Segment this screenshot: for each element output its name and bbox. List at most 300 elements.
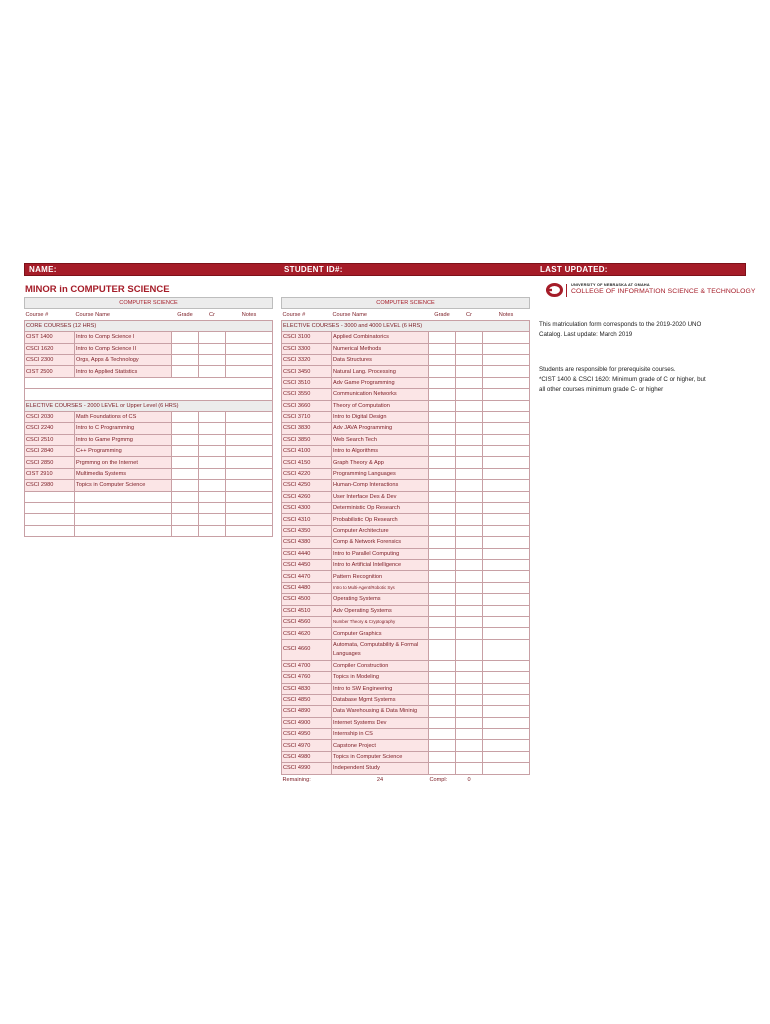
column-header-row [25, 309, 273, 320]
credit-cell[interactable] [456, 354, 483, 365]
credit-cell[interactable] [456, 343, 483, 354]
compl-label: Compl: [429, 774, 456, 785]
notes-cell[interactable] [483, 434, 530, 445]
course-name: Intro to Comp Science II [75, 343, 172, 354]
grade-cell[interactable] [429, 559, 456, 570]
grade-cell[interactable] [429, 354, 456, 365]
upper-elective-courses-table [281, 297, 530, 785]
blank-course-row [25, 491, 273, 502]
notes-cell[interactable] [483, 717, 530, 728]
course-number: CSCI 4500 [282, 594, 332, 605]
credit-cell[interactable] [456, 332, 483, 343]
course-number: CSCI 3300 [282, 343, 332, 354]
credit-cell[interactable] [456, 763, 483, 774]
grade-cell[interactable] [429, 594, 456, 605]
course-name: Intro to Algorithms [332, 446, 429, 457]
course-row [282, 354, 530, 365]
credit-cell[interactable] [456, 389, 483, 400]
notes-cell[interactable] [483, 594, 530, 605]
form-header-bar [24, 263, 746, 276]
course-number: CSCI 1620 [25, 343, 75, 354]
notes-cell[interactable] [483, 411, 530, 422]
credit-cell[interactable] [456, 582, 483, 593]
course-row [282, 740, 530, 751]
course-name: Human-Comp Interactions [332, 480, 429, 491]
grade-cell[interactable] [172, 514, 199, 525]
course-row [282, 717, 530, 728]
course-name: Communication Networks [332, 389, 429, 400]
credit-cell[interactable] [199, 366, 226, 377]
course-row [282, 411, 530, 422]
credit-cell[interactable] [199, 354, 226, 365]
grade-cell[interactable] [429, 571, 456, 582]
grade-cell[interactable] [429, 763, 456, 774]
credit-cell[interactable] [456, 468, 483, 479]
course-number: CSCI 3320 [282, 354, 332, 365]
course-name: Theory of Computation [332, 400, 429, 411]
notes-cell[interactable] [483, 751, 530, 762]
credit-cell[interactable] [456, 480, 483, 491]
course-row [282, 694, 530, 705]
grade-cell[interactable] [172, 457, 199, 468]
course-row [282, 763, 530, 774]
course-row [282, 491, 530, 502]
notes-cell[interactable] [483, 423, 530, 434]
course-number: CSCI 3660 [282, 400, 332, 411]
course-name: Intro to C Programming [75, 423, 172, 434]
col-notes-header: Notes [483, 309, 530, 320]
course-number: CSCI 2980 [25, 480, 75, 491]
notes-cell[interactable] [226, 468, 273, 479]
course-number: CSCI 4440 [282, 548, 332, 559]
prereq-note [539, 365, 749, 394]
notes-cell[interactable] [483, 525, 530, 536]
notes-cell[interactable] [226, 446, 273, 457]
logo-college: COLLEGE OF INFORMATION SCIENCE & TECHNOLOGY [571, 288, 756, 295]
credit-cell[interactable] [199, 457, 226, 468]
course-row [282, 672, 530, 683]
notes-cell[interactable] [483, 559, 530, 570]
credit-cell[interactable] [199, 491, 226, 502]
course-number: CSCI 4450 [282, 559, 332, 570]
credit-cell[interactable] [456, 514, 483, 525]
course-name: Intro to Game Prgmmg [75, 434, 172, 445]
notes-cell[interactable] [483, 537, 530, 548]
course-number: CSCI 2300 [25, 354, 75, 365]
course-row [282, 525, 530, 536]
course-row [25, 343, 273, 354]
grade-cell[interactable] [429, 400, 456, 411]
compl-value: 0 [456, 774, 483, 785]
col-grade-header: Grade [172, 309, 199, 320]
course-name: Intro to Parallel Computing [332, 548, 429, 559]
credit-cell[interactable] [456, 729, 483, 740]
credit-cell[interactable] [199, 480, 226, 491]
grade-cell[interactable] [429, 423, 456, 434]
notes-cell[interactable] [226, 480, 273, 491]
credit-cell[interactable] [456, 571, 483, 582]
grade-cell[interactable] [429, 537, 456, 548]
notes-cell[interactable] [226, 503, 273, 514]
course-row [282, 434, 530, 445]
credit-cell[interactable] [456, 446, 483, 457]
course-number: CSCI 4100 [282, 446, 332, 457]
course-number: CSCI 2850 [25, 457, 75, 468]
notes-cell[interactable] [226, 366, 273, 377]
credit-cell[interactable] [456, 740, 483, 751]
notes-cell[interactable] [483, 582, 530, 593]
credit-cell[interactable] [456, 423, 483, 434]
course-row [282, 559, 530, 570]
course-name: Adv Operating Systems [332, 605, 429, 616]
col-cr-header: Cr [456, 309, 483, 320]
course-number [25, 491, 75, 502]
group-header-row [25, 320, 273, 331]
notes-cell[interactable] [483, 332, 530, 343]
course-number: CSCI 4560 [282, 616, 332, 627]
course-row [282, 706, 530, 717]
grade-cell[interactable] [429, 605, 456, 616]
notes-cell[interactable] [226, 434, 273, 445]
remaining-label: Remaining: [282, 774, 332, 785]
grade-cell[interactable] [429, 660, 456, 671]
catalog-note-line: Catalog. Last update: March 2019 [539, 330, 633, 338]
course-row [282, 423, 530, 434]
grade-cell[interactable] [429, 468, 456, 479]
notes-cell[interactable] [483, 389, 530, 400]
course-number: CSCI 4480 [282, 582, 332, 593]
column-header-row [282, 309, 530, 320]
course-name [75, 491, 172, 502]
credit-cell[interactable] [456, 594, 483, 605]
grade-cell[interactable] [429, 694, 456, 705]
course-row [282, 605, 530, 616]
course-row [25, 332, 273, 343]
logo-university: UNIVERSITY OF NEBRASKA AT OMAHA [571, 283, 650, 287]
group-header-row [25, 400, 273, 411]
section-header-row [25, 298, 273, 309]
course-row [282, 480, 530, 491]
grade-cell[interactable] [429, 503, 456, 514]
course-row [282, 468, 530, 479]
grade-cell[interactable] [429, 480, 456, 491]
course-number: CSCI 4850 [282, 694, 332, 705]
group-header-row [282, 320, 530, 331]
notes-cell[interactable] [483, 729, 530, 740]
course-number: CSCI 4890 [282, 706, 332, 717]
course-name: Intro to Applied Statistics [75, 366, 172, 377]
notes-cell[interactable] [226, 411, 273, 422]
course-name: Adv JAVA Programming [332, 423, 429, 434]
prereq-note-line: *CIST 1400 & CSCI 1620: Minimum grade of C or higher, but [539, 375, 706, 383]
credit-cell[interactable] [199, 503, 226, 514]
grade-cell[interactable] [172, 434, 199, 445]
course-name: Comp & Network Forensics [332, 537, 429, 548]
grade-cell[interactable] [172, 446, 199, 457]
credit-cell[interactable] [456, 537, 483, 548]
notes-cell[interactable] [483, 694, 530, 705]
grade-cell[interactable] [429, 639, 456, 660]
notes-cell[interactable] [483, 377, 530, 388]
course-name: Multimedia Systems [75, 468, 172, 479]
course-number: CSCI 4510 [282, 605, 332, 616]
notes-cell[interactable] [483, 446, 530, 457]
grade-cell[interactable] [172, 354, 199, 365]
credit-cell[interactable] [199, 468, 226, 479]
col-course-header: Course # [282, 309, 332, 320]
section-title: COMPUTER SCIENCE [25, 298, 273, 309]
course-number: CSCI 4700 [282, 660, 332, 671]
notes-cell[interactable] [226, 491, 273, 502]
credit-cell[interactable] [456, 457, 483, 468]
notes-cell[interactable] [483, 616, 530, 627]
course-name: Automata, Computability & Formal Languages [332, 639, 429, 660]
grade-cell[interactable] [429, 366, 456, 377]
course-row [282, 660, 530, 671]
prereq-note-line: Students are responsible for prerequisite courses. [539, 366, 676, 373]
col-grade-header: Grade [429, 309, 456, 320]
credit-cell[interactable] [456, 434, 483, 445]
credit-cell[interactable] [456, 559, 483, 570]
grade-cell[interactable] [172, 491, 199, 502]
course-name: Intro to Multi-Agent/Robotic Sys [332, 582, 429, 593]
course-number: CSCI 4470 [282, 571, 332, 582]
credit-cell[interactable] [199, 423, 226, 434]
course-name: User Interface Des & Dev [332, 491, 429, 502]
credit-cell[interactable] [456, 605, 483, 616]
footer-empty [483, 774, 530, 785]
course-name: Operating Systems [332, 594, 429, 605]
grade-cell[interactable] [172, 343, 199, 354]
course-number: CSCI 4760 [282, 672, 332, 683]
credit-cell[interactable] [456, 628, 483, 639]
course-name: Applied Combinatorics [332, 332, 429, 343]
group-label: ELECTIVE COURSES - 3000 and 4000 LEVEL (6 HRS) [282, 320, 530, 331]
grade-cell[interactable] [429, 343, 456, 354]
credit-cell[interactable] [456, 548, 483, 559]
uno-o-logo-icon [546, 283, 563, 297]
course-number: CSCI 3510 [282, 377, 332, 388]
course-number: CSCI 4350 [282, 525, 332, 536]
grade-cell[interactable] [429, 740, 456, 751]
course-name [75, 514, 172, 525]
notes-cell[interactable] [483, 571, 530, 582]
course-number: CSCI 2840 [25, 446, 75, 457]
notes-cell[interactable] [226, 457, 273, 468]
notes-cell[interactable] [483, 763, 530, 774]
course-number: CIST 2910 [25, 468, 75, 479]
notes-cell[interactable] [483, 548, 530, 559]
credit-cell[interactable] [456, 616, 483, 627]
grade-cell[interactable] [429, 514, 456, 525]
credit-cell[interactable] [199, 434, 226, 445]
notes-cell[interactable] [483, 480, 530, 491]
notes-cell[interactable] [483, 366, 530, 377]
grade-cell[interactable] [172, 366, 199, 377]
grade-cell[interactable] [172, 411, 199, 422]
remaining-value: 24 [332, 774, 429, 785]
grade-cell[interactable] [429, 434, 456, 445]
grade-cell[interactable] [172, 525, 199, 536]
spacer-cell [25, 377, 273, 388]
notes-cell[interactable] [483, 639, 530, 660]
grade-cell[interactable] [172, 468, 199, 479]
catalog-note-line: This matriculation form corresponds to the 2019-2020 UNO [539, 321, 702, 328]
notes-cell[interactable] [483, 491, 530, 502]
course-row [25, 354, 273, 365]
grade-cell[interactable] [429, 616, 456, 627]
group-label: ELECTIVE COURSES - 2000 LEVEL or Upper Level (6 HRS) [25, 400, 273, 411]
course-name [75, 525, 172, 536]
grade-cell[interactable] [429, 548, 456, 559]
course-name: Numerical Methods [332, 343, 429, 354]
grade-cell[interactable] [429, 717, 456, 728]
course-row [282, 616, 530, 627]
name-label: NAME: [29, 265, 57, 274]
course-row [282, 729, 530, 740]
credit-cell[interactable] [456, 694, 483, 705]
course-number: CSCI 4220 [282, 468, 332, 479]
notes-cell[interactable] [483, 660, 530, 671]
credit-cell[interactable] [456, 660, 483, 671]
course-name: Deterministic Op Research [332, 503, 429, 514]
col-notes-header: Notes [226, 309, 273, 320]
course-row [25, 423, 273, 434]
grade-cell[interactable] [429, 729, 456, 740]
notes-cell[interactable] [483, 354, 530, 365]
notes-cell[interactable] [483, 672, 530, 683]
notes-cell[interactable] [483, 400, 530, 411]
notes-cell[interactable] [483, 740, 530, 751]
grade-cell[interactable] [429, 411, 456, 422]
grade-cell[interactable] [172, 332, 199, 343]
course-number: CSCI 4830 [282, 683, 332, 694]
credit-cell[interactable] [199, 332, 226, 343]
course-name: Prgmmng on the Internet [75, 457, 172, 468]
grade-cell[interactable] [429, 332, 456, 343]
notes-cell[interactable] [483, 605, 530, 616]
notes-cell[interactable] [483, 628, 530, 639]
course-row [282, 514, 530, 525]
course-row [282, 537, 530, 548]
credit-cell[interactable] [456, 672, 483, 683]
notes-cell[interactable] [226, 343, 273, 354]
course-row [282, 446, 530, 457]
grade-cell[interactable] [429, 389, 456, 400]
credit-cell[interactable] [456, 400, 483, 411]
grade-cell[interactable] [429, 525, 456, 536]
notes-cell[interactable] [483, 468, 530, 479]
credit-cell[interactable] [456, 503, 483, 514]
course-row [282, 457, 530, 468]
notes-cell[interactable] [483, 514, 530, 525]
credit-cell[interactable] [199, 525, 226, 536]
grade-cell[interactable] [429, 672, 456, 683]
credit-cell[interactable] [456, 377, 483, 388]
notes-cell[interactable] [483, 706, 530, 717]
last-updated-label: LAST UPDATED: [540, 265, 608, 274]
course-number: CSCI 2030 [25, 411, 75, 422]
course-name: Probabilistic Op Research [332, 514, 429, 525]
credit-cell[interactable] [456, 717, 483, 728]
credit-cell[interactable] [199, 514, 226, 525]
grade-cell[interactable] [429, 446, 456, 457]
course-name: Intro to SW Engineering [332, 683, 429, 694]
notes-cell[interactable] [483, 343, 530, 354]
credit-cell[interactable] [199, 411, 226, 422]
grade-cell[interactable] [429, 457, 456, 468]
course-number: CSCI 3550 [282, 389, 332, 400]
course-number: CSCI 4250 [282, 480, 332, 491]
credit-cell[interactable] [456, 706, 483, 717]
notes-cell[interactable] [226, 354, 273, 365]
course-name: Topics in Computer Science [332, 751, 429, 762]
grade-cell[interactable] [172, 480, 199, 491]
credit-cell[interactable] [199, 446, 226, 457]
notes-cell[interactable] [483, 683, 530, 694]
course-number: CSCI 4380 [282, 537, 332, 548]
grade-cell[interactable] [429, 491, 456, 502]
course-number: CSCI 4260 [282, 491, 332, 502]
notes-cell[interactable] [483, 503, 530, 514]
course-number: CSCI 3100 [282, 332, 332, 343]
course-name: Orgs, Apps & Technology [75, 354, 172, 365]
credit-cell[interactable] [456, 411, 483, 422]
course-number: CSCI 2240 [25, 423, 75, 434]
course-name: Database Mgmt Systems [332, 694, 429, 705]
grade-cell[interactable] [429, 628, 456, 639]
course-number: CSCI 3830 [282, 423, 332, 434]
credit-cell[interactable] [456, 366, 483, 377]
course-number: CSCI 4620 [282, 628, 332, 639]
course-number: CIST 1400 [25, 332, 75, 343]
grade-cell[interactable] [172, 503, 199, 514]
credit-cell[interactable] [456, 639, 483, 660]
notes-cell[interactable] [226, 514, 273, 525]
grade-cell[interactable] [172, 423, 199, 434]
credit-cell[interactable] [456, 751, 483, 762]
notes-cell[interactable] [483, 457, 530, 468]
course-name: Topics in Computer Science [75, 480, 172, 491]
course-name: Graph Theory & App [332, 457, 429, 468]
course-number: CSCI 4900 [282, 717, 332, 728]
course-row [282, 548, 530, 559]
grade-cell[interactable] [429, 377, 456, 388]
course-row [282, 751, 530, 762]
credit-cell[interactable] [199, 343, 226, 354]
credit-cell[interactable] [456, 525, 483, 536]
blank-course-row [25, 525, 273, 536]
credit-cell[interactable] [456, 683, 483, 694]
notes-cell[interactable] [226, 332, 273, 343]
course-number: CSCI 4300 [282, 503, 332, 514]
course-name: Intro to Artificial Intelligence [332, 559, 429, 570]
logo-divider [566, 284, 567, 297]
grade-cell[interactable] [429, 706, 456, 717]
course-row [282, 582, 530, 593]
course-row [282, 683, 530, 694]
grade-cell[interactable] [429, 683, 456, 694]
grade-cell[interactable] [429, 751, 456, 762]
student-id-label: STUDENT ID#: [284, 265, 343, 274]
credit-cell[interactable] [456, 491, 483, 502]
spacer-row [25, 377, 273, 388]
grade-cell[interactable] [429, 582, 456, 593]
col-course-header: Course # [25, 309, 75, 320]
notes-cell[interactable] [226, 525, 273, 536]
course-row [25, 366, 273, 377]
notes-cell[interactable] [226, 423, 273, 434]
